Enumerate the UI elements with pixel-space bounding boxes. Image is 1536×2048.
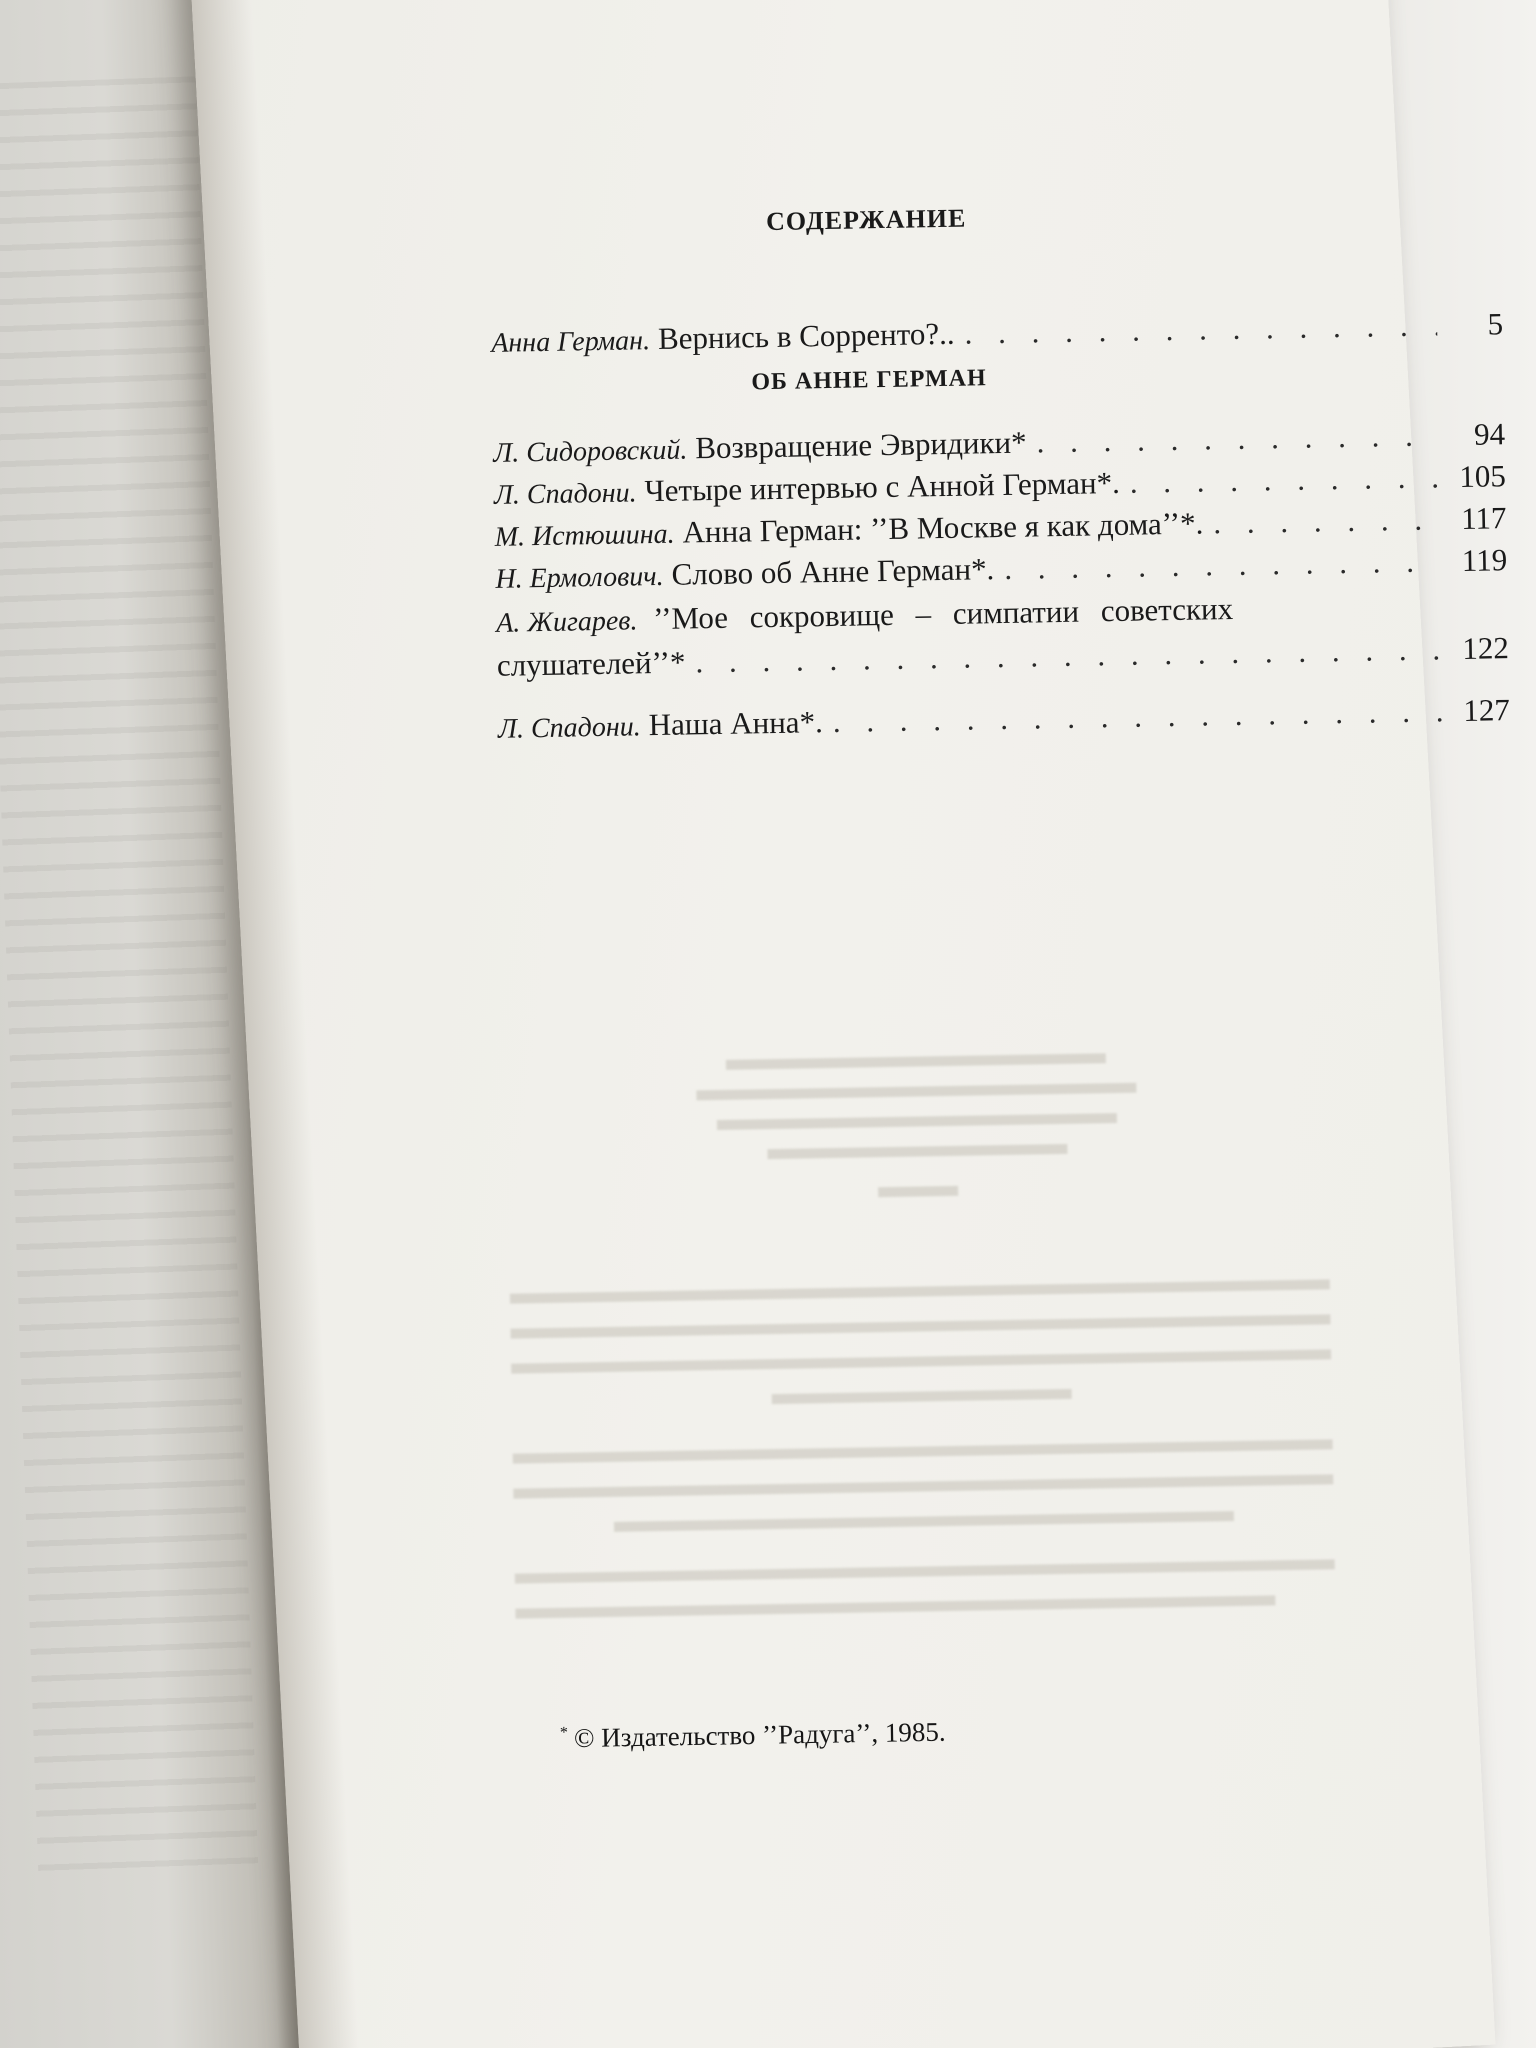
toc-leader [1004,543,1442,587]
toc-leader [832,693,1444,740]
toc-entry-title: Вернись в Сорренто?.. [657,315,955,356]
toc-entry [491,306,1504,364]
toc-entry-title: Возвращение Эвридики* [694,424,1027,466]
toc-entry [498,692,1511,750]
toc-leader [964,307,1437,351]
toc-leader [1036,417,1439,460]
toc-entry-page: 94 [1473,416,1506,452]
toc-leader [1213,501,1441,541]
show-through-text [466,1039,1369,1215]
toc-entry-page: 127 [1463,692,1511,728]
toc-entry-author: М. Истюшина. [494,518,675,553]
toc-leader [695,631,1443,680]
show-through-lines [470,1269,1376,1625]
toc-heading: СОДЕРЖАНИЕ [765,203,967,237]
toc-leader [1129,459,1440,500]
toc-entry-title: Слово об Анне Герман*. [671,551,995,592]
toc-entry-author: А. Жигарев. [495,605,638,639]
toc-entry-author: Анна Герман. [491,325,651,359]
toc-entry-title: Наша Анна*. [648,704,824,743]
toc-entry-page: 122 [1461,630,1510,666]
imprint-star: * [559,1724,569,1742]
toc-entry-title: Четыре интервью с Анной Герман*. [644,464,1121,509]
toc-entry-page: 105 [1458,458,1507,494]
toc-entry-author: Л. Спадони. [497,711,641,745]
toc-entry [497,630,1510,688]
show-through-lines [466,1039,1369,1215]
toc-entry-page: 119 [1461,542,1508,578]
toc-entry-page: 117 [1460,500,1507,536]
section-heading: ОБ АННЕ ГЕРМАН [751,365,987,396]
toc-entry-author: Н. Ермолович. [495,560,664,595]
toc-entry-page: 5 [1487,306,1504,342]
toc-entry-title-continued: слушателей’’* [496,644,686,683]
page-content [226,0,1536,1956]
show-through-block [470,1269,1376,1625]
toc-entry-title: Анна Герман: ’’В Москве я как дома’’*. [682,505,1204,550]
toc-entry-title: ’’Мое сокровище – симпатии советских [652,590,1234,637]
imprint-text: © Издательство ’’Радуга’’, 1985. [573,1716,946,1754]
toc-entry-author: Л. Сидоровский. [492,434,688,469]
toc-entry-author: Л. Спадони. [493,477,637,511]
